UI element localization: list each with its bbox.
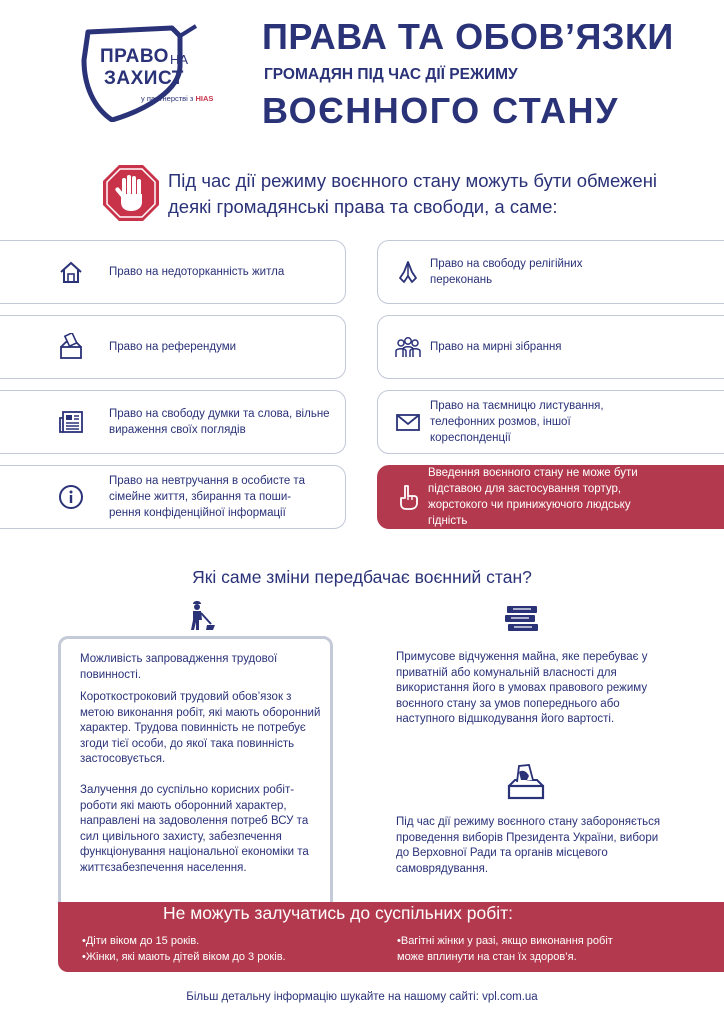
stop-hand-icon bbox=[102, 164, 160, 222]
ballot-box-icon bbox=[57, 333, 85, 361]
praying-hands-icon bbox=[394, 258, 422, 286]
right-text: Право на мирні зібрання bbox=[430, 341, 562, 353]
bullet-pregnant: •Вагітні жінки у разі, якщо виконання робіт може вплинути на стан їх здоров’я. bbox=[397, 935, 613, 963]
right-paragraph-property: Примусове відчуження майна, яке перебуває у приватній або комунальній власності для використання його в умовах правового режиму воєнного стану за умов попереднього або наступного відшкодування його вартості. bbox=[396, 651, 648, 725]
left-paragraph-3: Залучення до суспільно корисних робіт-роботи які мають оборонний характер, направлені на задоволення потреб ВСУ та сил цивільного захисту, забезпечення функціонування національної економіки та життєзабезпечення населення. bbox=[80, 784, 309, 874]
title-line3: ВОЄННОГО СТАНУ bbox=[262, 90, 619, 131]
right-card-torture bbox=[377, 465, 724, 529]
house-icon bbox=[57, 258, 85, 286]
changes-heading: Які саме зміни передбачає воєнний стан? bbox=[192, 567, 532, 587]
right-card-speech bbox=[0, 390, 346, 454]
right-text: Введення воєнного стану не може бути підставою для застосування тортур, жорстокого чи принижуючого людську гідність bbox=[428, 467, 638, 527]
right-card-home bbox=[0, 240, 346, 304]
right-card-privacy bbox=[0, 465, 346, 529]
title-line1: ПРАВА ТА ОБОВ’ЯЗКИ bbox=[262, 16, 674, 57]
footer-text: Більш детальну інформацію шукайте на нашому сайті: vpl.com.ua bbox=[186, 991, 538, 1003]
logo-line1-small: НА bbox=[170, 52, 189, 67]
bullet-mothers: •Жінки, які мають дітей віком до 3 років. bbox=[82, 951, 286, 963]
logo-line1: ПРАВО bbox=[100, 46, 169, 67]
not-involved-title: Не можуть залучатись до суспільних робіт: bbox=[162, 903, 513, 923]
right-card-referendum bbox=[0, 315, 346, 379]
raised-finger-icon bbox=[394, 483, 422, 511]
right-text: Право на невтручання в особисте та сімейне життя, збирання та поши-рення конфіденційної інформації bbox=[109, 475, 305, 519]
right-text: Право на таємницю листування, телефонних розмов, іншої кореспонденції bbox=[430, 400, 604, 444]
people-group-icon bbox=[394, 333, 422, 361]
right-text: Право на недоторканність житла bbox=[109, 266, 285, 278]
envelope-icon bbox=[394, 408, 422, 436]
vote-ballot-icon bbox=[505, 760, 547, 802]
right-text: Право на свободу думки та слова, вільне вираження своїх поглядів bbox=[109, 408, 330, 436]
left-paragraph-1: Можливість запровадження трудової повинності. bbox=[80, 653, 278, 681]
money-stack-icon bbox=[503, 604, 541, 634]
bullet-children: •Діти віком до 15 років. bbox=[82, 935, 200, 947]
right-card-religion bbox=[377, 240, 724, 304]
worker-shovel-icon bbox=[185, 598, 219, 632]
newspaper-icon bbox=[57, 408, 85, 436]
right-text: Право на свободу релігійних переконань bbox=[430, 258, 583, 286]
right-text: Право на референдуми bbox=[109, 341, 237, 353]
right-paragraph-elections: Під час дії режиму воєнного стану забороняється проведення виборів Президента України, вибори до Верховної Ради та органів місцевого самоврядування. bbox=[396, 816, 661, 875]
info-icon bbox=[57, 483, 85, 511]
logo-partner: у партнерстві з HIAS bbox=[141, 94, 214, 103]
left-paragraph-2: Короткостроковий трудовий обов’язок з метою виконання робіт, які мають оборонний характер. Трудова повинність не потребує згоди тієї особи, до якої така повинність застосовується. bbox=[80, 691, 321, 765]
logo-line2: ЗАХИСТ bbox=[104, 68, 184, 89]
title-line2: ГРОМАДЯН ПІД ЧАС ДІЇ РЕЖИМУ bbox=[264, 66, 518, 83]
intro-text: Під час дії режиму воєнного стану можуть бути обмежені деякі громадянські права та свободи, а саме: bbox=[168, 170, 658, 217]
logo bbox=[76, 22, 246, 122]
right-card-correspondence bbox=[377, 390, 724, 454]
right-card-assembly bbox=[377, 315, 724, 379]
